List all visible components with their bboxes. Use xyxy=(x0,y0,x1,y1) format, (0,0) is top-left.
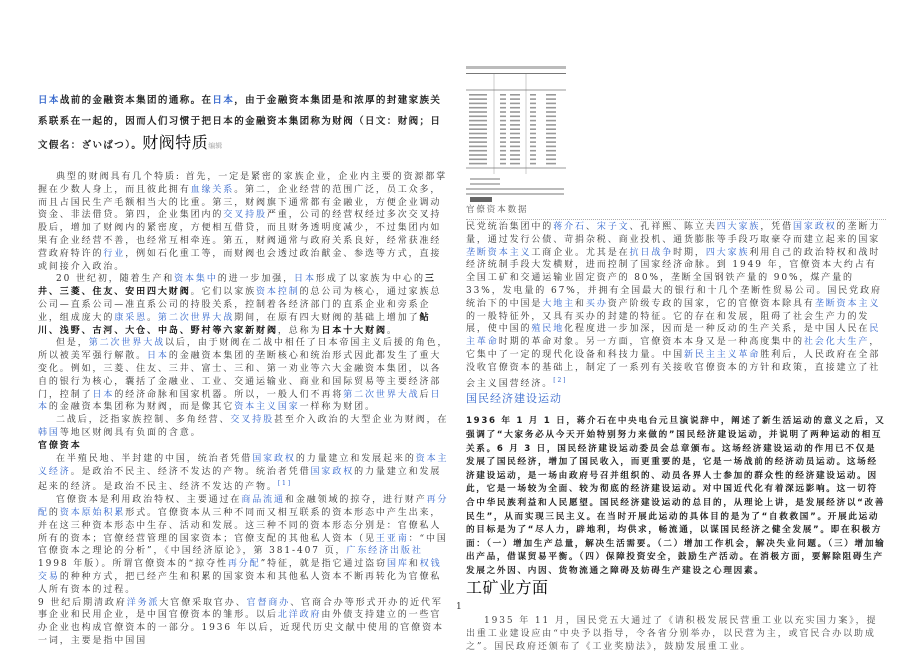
text-run: 期间，在原有四大财阀的基础上增加了 xyxy=(234,312,420,323)
paragraph xyxy=(38,453,452,494)
text-run: 的总公司为核心，通过家族总公司—直系公司—准直系公司的持股关系，控制着各经济部门的直系企业和旁系企业，组成庞大的 xyxy=(38,287,442,323)
table-cell xyxy=(510,98,520,100)
table-cell xyxy=(510,116,520,118)
table-cell xyxy=(500,154,506,156)
section-heading-industry: 工矿业方面 xyxy=(466,578,549,598)
table-cell xyxy=(530,137,536,139)
wiki-link[interactable]: 大地主 xyxy=(542,298,576,309)
text-run: 典型的财阀具有几个特质: 首先，一定是紧密的家族企业，企业内主要的资源都掌握在少数人身上，而且彼此拥有 xyxy=(38,172,448,195)
intro-text xyxy=(38,95,441,151)
wiki-link[interactable]: 社会化大生产 xyxy=(803,337,870,348)
table-cell xyxy=(530,128,536,130)
table-cell xyxy=(530,103,536,105)
text-run: 时期的革命对象。另一方面，官僚资本本身又是一种高度集中的 xyxy=(498,337,804,348)
paragraph xyxy=(466,221,886,390)
text-run: 的种种方式，把已经产生和积累的国家资本和其他私人资本不断再转化为官僚私人所有资本的过程。 xyxy=(38,571,442,595)
table-cell xyxy=(469,146,487,148)
table-cell xyxy=(530,133,536,135)
section-title-bureaucratic-capital: 官僚资本 xyxy=(38,440,82,451)
text-run: 。第二，企业经营的范围广泛，员工众多，而且占国民生产毛额相当大的比重。第三，财阀旗下通常都有金融业，方便企业调动资金、非法借贷。第四，企业集团内的 xyxy=(38,184,442,221)
text-run: 的金融资本集团称为财阀，而是像其它 xyxy=(48,402,235,413)
table-cell xyxy=(510,137,520,139)
table-cell xyxy=(546,124,556,126)
table-cell xyxy=(530,116,536,118)
text-run: 胜利后，人民政府在全部没收官僚资本的基础上，制定了一系列有关接收官僚资本的方针和政策，直接建立了社会主义国营经济。 xyxy=(466,349,881,389)
wiki-link[interactable]: 国家政权 xyxy=(793,222,837,232)
text-run: 1998 年版）。所谓官僚资本的“掠夺性 xyxy=(38,559,228,570)
wiki-link[interactable]: 垄断资本主义 xyxy=(466,247,532,258)
wiki-link[interactable]: 日本 xyxy=(294,274,316,285)
text-run: 资产阶级专政的国家，它的官僚资本除具有 xyxy=(607,298,815,309)
wiki-link[interactable]: 四大家族 xyxy=(716,222,761,232)
table-cell xyxy=(500,137,506,139)
wiki-link[interactable]: 殖民地 xyxy=(531,324,565,335)
wiki-link[interactable]: 垄断资本主义 xyxy=(814,298,881,309)
table-cell xyxy=(546,146,556,148)
data-table-figure xyxy=(466,66,566,204)
wiki-link[interactable]: 民主革命 xyxy=(466,324,881,348)
table-cell xyxy=(546,103,556,105)
table-cell xyxy=(469,133,487,135)
wiki-link[interactable]: 韩国 xyxy=(38,427,60,438)
wiki-link[interactable]: 日本 xyxy=(38,95,60,106)
text-run: 的 xyxy=(48,507,60,518)
text-run: 9 世纪后期清政府 xyxy=(38,597,127,608)
text-run: 形式。官僚资本从三种不同而又相互联系的资本形态中产生出来，并在这三种资本形态中生存、活动和发展。这三种不同的资本形态分别是：官僚私人所有的资本；官僚经营管理的国家资本；官僚支配的其他私人资本（见 xyxy=(38,507,442,544)
text-run: 形成了以家族为中心的 xyxy=(315,274,425,285)
wiki-link[interactable]: 广东经济出版社 xyxy=(346,546,423,557)
table-cell xyxy=(469,137,487,139)
table-cell xyxy=(510,141,520,143)
table-cell xyxy=(469,159,487,161)
table-cell xyxy=(469,120,487,122)
text-run: 一样称为财团。 xyxy=(299,402,376,413)
text-run: 严重，公司的经营权经过多次交叉持股后，增加了财阀内的紧密度，方便相互借贷，而且财务透明度减少，不过集团内如果有企业经营不善，也经常互相牵连。第五，财阀通常与政府关系良好，经常获准经营政府特许的 xyxy=(38,210,442,259)
paragraph xyxy=(38,273,452,337)
table-cell xyxy=(530,163,536,165)
table-cell xyxy=(469,163,487,165)
table-cell xyxy=(510,120,520,122)
wiki-link[interactable]: 日本 xyxy=(212,95,235,106)
table-cell xyxy=(546,154,556,156)
intro-paragraph xyxy=(38,90,452,157)
table-cell xyxy=(530,154,536,156)
paragraph xyxy=(38,171,452,273)
wiki-link[interactable]: 资本控制 xyxy=(256,287,300,298)
wiki-link[interactable]: 再分配 xyxy=(227,559,261,570)
wiki-link[interactable]: 买办 xyxy=(585,298,608,309)
text-run: 、野村等六家新财阀 xyxy=(179,325,278,336)
text-run: 的力量建立和发展起来的经济。是政治不民主、经济不发达的产物。 xyxy=(38,466,442,493)
left-column xyxy=(38,90,452,648)
text-run: 的进一步加强， xyxy=(217,274,295,285)
economic-movement-paragraph: 1936 年 1 月 1 日，蒋介石在中央电台元旦演说辞中，阐述了新生活运动的意义之后，又强调了“大家务必从今天开始特别努力来做的”国民经济建设运动，并说明了两种运动的相互关系。6 月 3 日，国民经济建设运动委员会总章颁布。这场经济建设运动的作用已不仅是发展了国民经济，增加了国民收入，而更重要的是，它是一场战前的经济动员运动。这场经济建设运动，是一场由政府号召并组织的、动员各界人士参加的群众性的经济建设运动。因此，它是一场较为全面、较为彻底的经济建设运动。对中国近代化有着深远影响。这一切符合中华民族利益和人民愿望。国民经济建设运动的总目的，从理论上讲，是发展经济以“改善民生”，从而实现三民主义。在当时开展此运动的具体目的是为了“自救救国”。开展此运动的目标是为了“尽人力，辟地利，均供求，畅流通，以谋国民经济之健全发展”。即在积极方面：（一）增加生产总量，解决生活需要。（二）增加工作机会，解决失业问题。（三）增加输出产品，借谋贸易平衡。（四）保障投资安全，鼓励生产活动。在消极方面，要解除阻碍生产发展之外因、内因、货物流通之障碍及妨碍生产建设之心理因素。 xyxy=(466,416,886,576)
text-run: 、官商合办等形式开办的近代军事企业和民用企业，是中国官僚资本的雏形。以后 xyxy=(38,597,443,621)
text-run: 和 xyxy=(575,298,586,309)
wiki-link[interactable]: 蒋介石 xyxy=(553,222,586,232)
table-cell xyxy=(530,98,536,100)
wiki-link[interactable]: 交叉持股 xyxy=(223,210,267,221)
table-cell xyxy=(510,154,520,156)
table-cell xyxy=(469,94,487,96)
text-run: 等地区财阀具有负面的含意。 xyxy=(59,427,202,438)
table-cell xyxy=(510,124,520,126)
table-cell xyxy=(546,137,556,139)
text-run: 由外债支持建立的一些官办企业也构成官僚资本的一部分。1936 年以后，近现代历史文献中使用的官僚资本一词，主要是指中国国 xyxy=(38,610,444,646)
text-run: 官僚资本是利用政治特权、主要通过在 xyxy=(56,495,242,506)
table-cell xyxy=(500,111,506,113)
text-run: 时期， xyxy=(673,247,706,258)
text-run: 。是政治不民主、经济不发达的产物。统治者凭借 xyxy=(70,466,311,477)
edit-link[interactable]: 编辑 xyxy=(208,142,223,150)
paragraph xyxy=(38,337,452,414)
figure-caption: 官僚资本数据 xyxy=(466,205,529,215)
wiki-link[interactable]: 王亚南 xyxy=(375,533,409,544)
bureaucratic-capital-continued xyxy=(466,219,886,390)
wiki-link[interactable]: 新民主主义革命 xyxy=(684,349,761,360)
table-cell xyxy=(546,163,556,165)
wiki-link[interactable]: 再分配 xyxy=(38,495,449,518)
text-run: 甚至介入政治的大型企业为财阀，在 xyxy=(274,415,449,426)
table-cell xyxy=(530,150,536,152)
section-heading-zaibatsu: 财阀特质 xyxy=(142,133,209,152)
table-cell xyxy=(546,120,556,122)
text-run: ：“中国官僚资本之理论的分析”，《中国经济原论》，第 381-407 页， xyxy=(38,533,448,557)
table-cell xyxy=(469,103,487,105)
text-run: ，由于金融资本集团是和浓厚的封建家族关系联系在一起的，因而人们习惯于把日本的金融资本集团称为财阀（日文：财阀；日文假名：ざいばつ）。 xyxy=(38,95,442,151)
wiki-link[interactable]: 资本集中 xyxy=(174,274,218,285)
table-cell xyxy=(500,128,506,130)
data-table-image xyxy=(466,66,566,204)
wiki-link[interactable]: 行业 xyxy=(103,248,126,259)
table-cell xyxy=(546,133,556,135)
table-cell xyxy=(500,103,506,105)
table-cell xyxy=(469,154,487,156)
text-run: 二战后，泛指家族控制、多角经营、 xyxy=(56,415,231,426)
text-run: 。 xyxy=(147,312,158,323)
wiki-link[interactable]: 第二次世界大战 xyxy=(88,338,166,349)
table-cell xyxy=(546,141,556,143)
wiki-link[interactable]: 日本 xyxy=(92,389,115,400)
text-run: 但是， xyxy=(56,338,89,349)
table-cell xyxy=(510,159,520,161)
table-cell xyxy=(530,141,536,143)
table-cell xyxy=(500,98,506,100)
table-cell xyxy=(469,124,487,126)
table-cell xyxy=(530,159,536,161)
text-run: 20 世纪初，随着生产和 xyxy=(56,274,175,285)
citation-link[interactable]: [1] xyxy=(277,480,293,488)
table-cell xyxy=(469,150,487,152)
table-cell xyxy=(500,120,506,122)
text-run: 大官僚采取官办、 xyxy=(159,597,247,608)
table-cell xyxy=(500,124,506,126)
text-run: 的垄断力量，通过发行公债、苛捐杂税、商业投机、通货膨胀等手段巧取豪夺而建立起来的国家 xyxy=(466,222,881,245)
paragraph xyxy=(38,597,452,648)
table-cell xyxy=(530,94,536,96)
text-run: 的力量建立和发展起来的 xyxy=(295,453,416,464)
table-cell xyxy=(546,159,556,161)
table-cell xyxy=(510,111,520,113)
wiki-link[interactable]: 四大家族 xyxy=(705,247,750,258)
table-cell xyxy=(530,111,536,113)
paragraph xyxy=(38,414,452,440)
wiki-link[interactable]: 权钱交易 xyxy=(38,559,442,582)
table-cell xyxy=(510,133,520,135)
table-cell xyxy=(530,146,536,148)
table-cell xyxy=(500,116,506,118)
text-run: 和 xyxy=(408,559,420,570)
text-run: 鲇川、浅野、 xyxy=(38,312,431,336)
table-cell xyxy=(546,111,556,113)
table-cell xyxy=(500,107,506,109)
text-run: 民党统治集团中的 xyxy=(466,222,554,232)
text-run: 三井、三菱、住友、安田四大财阀 xyxy=(38,274,436,298)
table-cell xyxy=(500,150,506,152)
text-run: 的金融资本集团的垄断核心和统治形式因此都发生了重大变化。例如，三菱、住友、三井、富士、三和、第一劝业等六大金融资本集团，以各自的银行为核心，囊括了金融业、工业、交通运输业、商业和国际贸易等主要经济部门，控制了 xyxy=(38,351,442,400)
text-run: 在半殖民地、半封建的中国，统治者凭借 xyxy=(56,453,253,464)
table-cell xyxy=(469,98,487,100)
table-cell xyxy=(510,146,520,148)
zaibatsu-paragraphs xyxy=(38,171,452,440)
section-title-economic-construction: 国民经济建设运动 xyxy=(466,392,562,406)
wiki-link[interactable]: 第二次世界大战 xyxy=(157,312,235,323)
table-cell xyxy=(510,128,520,130)
wiki-link[interactable]: 抗日战争 xyxy=(629,247,674,258)
text-run: 利用自己的政治特权和战时经济统制手段大发横财，进而控制了国家经济命脉。到 1949 年，官僚资本大约占有全国工矿和交通运输业固定资产的 80%，垄断全国钢铁产量的 90%，煤产量的 33%，发电量的 67%，并拥有全国最大的银行和十几个垄断性贸易公司。国民党政府统治下的中国是 xyxy=(466,247,882,309)
industry-paragraph: 1935 年 11 月，国民党五大通过了《请积极发展民营重工业以充实国力案》，提出重工业建设应由“中央予以指导，令各省分别举办，以民营为主，或官民合办以助成之”。国民政府还颁布了《工业奖励法》，鼓励发展重工业。 xyxy=(466,616,878,653)
text-run: ”特征，就是指它通过盗窃 xyxy=(260,559,387,570)
table-cell xyxy=(510,107,520,109)
table-cell xyxy=(469,111,487,113)
wiki-link[interactable]: 商品流通 xyxy=(241,495,285,506)
text-run: 的一般特征外，又具有买办的封建的特征。它的存在和发展，阻碍了社会生产力的发展，使中国的 xyxy=(466,311,870,335)
table-cell xyxy=(530,120,536,122)
text-run: 和金融领域的掠夺，进行财产 xyxy=(284,495,427,506)
wiki-link[interactable]: 国库 xyxy=(386,559,409,570)
bureaucratic-capital-paragraphs xyxy=(38,453,452,648)
text-run: 十大财阀 xyxy=(343,325,387,336)
wiki-link[interactable]: 资本原始积累 xyxy=(59,507,126,518)
wiki-link[interactable]: 洋务派 xyxy=(126,597,160,608)
text-run: 、 xyxy=(585,222,597,232)
table-cell xyxy=(500,133,506,135)
table-cell xyxy=(469,116,487,118)
table-cell xyxy=(469,141,487,143)
table-cell xyxy=(510,150,520,152)
table-cell xyxy=(469,128,487,130)
citation-link[interactable]: [2] xyxy=(553,376,568,384)
wiki-link[interactable]: 日本 xyxy=(321,325,344,336)
wiki-link[interactable]: 血缘关系 xyxy=(190,184,235,195)
text-run: ，总称为 xyxy=(277,325,322,336)
table-cell xyxy=(546,150,556,152)
table-cell xyxy=(546,107,556,109)
text-run: ，例如石化重工等，而财阀也会透过政治献金、参选等方式，直接或间接介入政治。 xyxy=(38,248,442,272)
text-run: ，凭借 xyxy=(760,222,794,232)
table-cell xyxy=(500,141,506,143)
table-cell xyxy=(510,103,520,105)
wiki-link[interactable]: 国家政权 xyxy=(252,453,296,464)
wiki-link[interactable]: 康采恩 xyxy=(114,312,148,323)
right-column xyxy=(466,66,886,654)
paragraph xyxy=(38,494,452,596)
wiki-link[interactable]: 日本 xyxy=(38,389,442,413)
table-cell xyxy=(500,94,506,96)
wiki-link[interactable]: 宋子文 xyxy=(596,222,630,232)
text-run: 工商企业。尤其是在 xyxy=(531,247,630,258)
text-run: 的经济命脉和国家机器。所以，一般人们不再将 xyxy=(114,389,344,400)
wiki-link[interactable]: 官督商办 xyxy=(246,597,291,608)
table-cell xyxy=(500,159,506,161)
table-cell xyxy=(530,107,536,109)
table-cell xyxy=(500,163,506,165)
text-run: 。它们以家族 xyxy=(190,287,257,298)
wiki-link[interactable]: 第二次世界大战 xyxy=(343,389,420,400)
wiki-link[interactable]: 交叉持股 xyxy=(230,415,275,426)
text-run: 、大仓、 xyxy=(114,325,158,336)
table-cell xyxy=(500,146,506,148)
table-cell xyxy=(530,124,536,126)
text-run: ，它集中了一定的现代化设备和科技力量。中国 xyxy=(466,337,881,360)
table-cell xyxy=(546,98,556,100)
page-number: 1 xyxy=(456,602,462,612)
table-cell xyxy=(510,163,520,165)
wiki-link[interactable]: 日本 xyxy=(147,351,169,362)
wiki-link[interactable]: 中岛 xyxy=(157,325,180,336)
text-run: 化程度进一步加深，因而是一种反动的生产关系，是中国人民在 xyxy=(564,324,870,335)
table-cell xyxy=(546,128,556,130)
text-run: 战前的金融资本集团的通称。在 xyxy=(59,95,213,106)
wiki-link[interactable]: 资本主义经济 xyxy=(38,453,449,477)
table-cell xyxy=(546,116,556,118)
wiki-link[interactable]: 古河 xyxy=(92,325,115,336)
wiki-link[interactable]: 北洋政府 xyxy=(277,610,322,621)
text-run: 。 xyxy=(386,325,398,336)
table-cell xyxy=(510,94,520,96)
text-run: 后 xyxy=(419,389,431,400)
wiki-link[interactable]: 资本主义国家 xyxy=(234,402,300,413)
text-run: 以后，由于财阀在二战中相任了日本帝国主义后援的角色，所以被美军强行解散。 xyxy=(38,338,449,362)
text-run: 、孔祥熙、陈立夫 xyxy=(629,222,717,232)
table-cell xyxy=(546,94,556,96)
table-cell xyxy=(469,107,487,109)
wiki-link[interactable]: 国家政权 xyxy=(310,466,355,477)
